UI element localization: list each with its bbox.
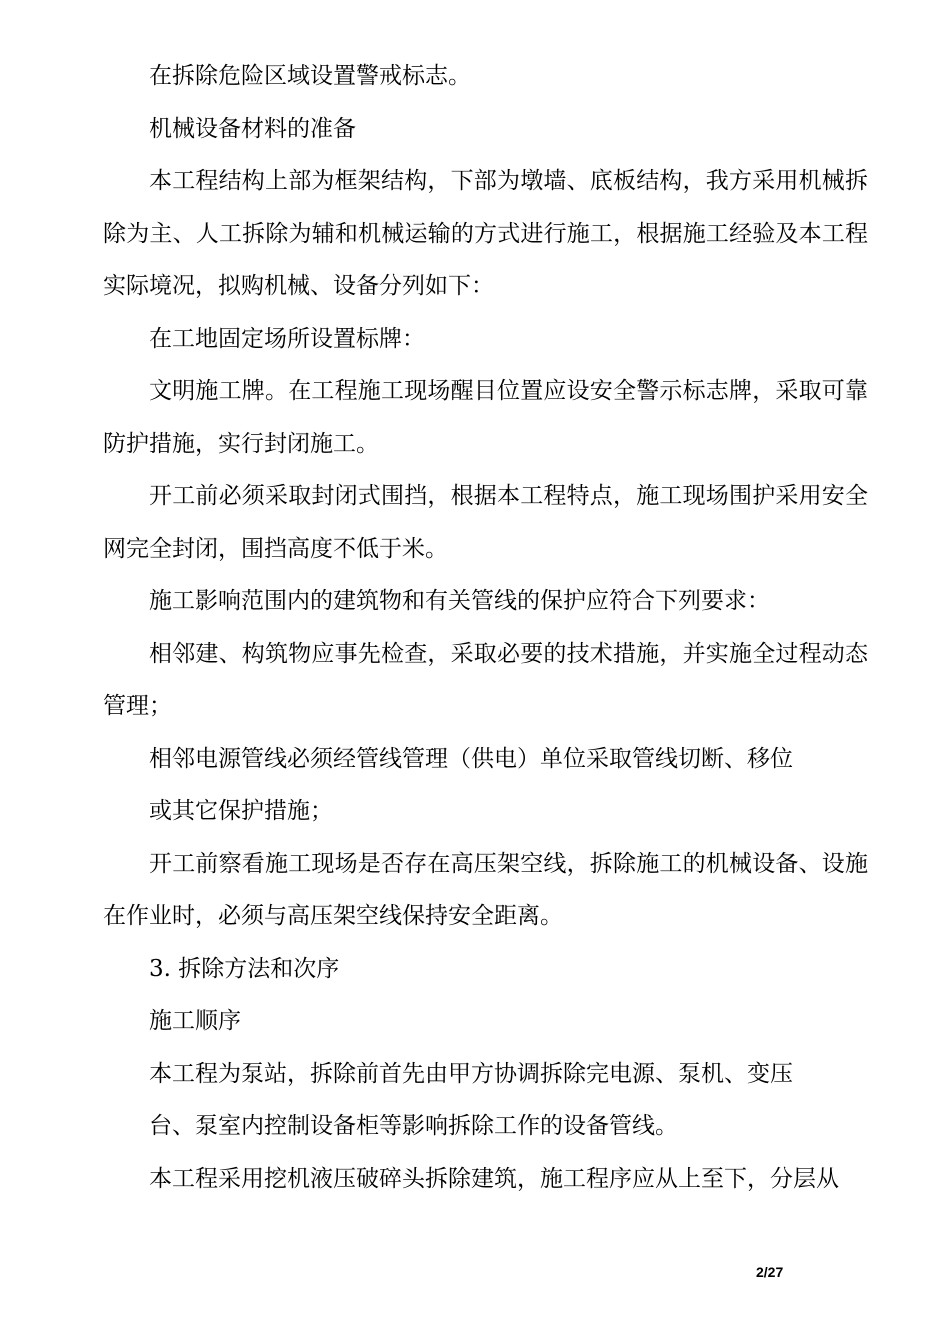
paragraph-14: 本工程为泵站，拆除前首先由甲方协调拆除完电源、泵机、变压 [149,1060,793,1087]
paragraph-6: 开工前必须采取封闭式围挡，根据本工程特点，施工现场围护采用安全网完全封闭，围挡高度不低于米。 [103,483,868,562]
paragraph-9: 相邻电源管线必须经管线管理（供电）单位采取管线切断、移位 [149,745,793,772]
paragraph-16: 本工程采用挖机液压破碎头拆除建筑，施工程序应从上至下，分层从 [149,1165,839,1192]
page-number: 2/27 [756,1264,784,1280]
paragraph-15: 台、泵室内控制设备柜等影响拆除工作的设备管线。 [149,1113,678,1139]
paragraph-5: 文明施工牌。在工程施工现场醒目位置应设安全警示标志牌，采取可靠防护措施，实行封闭施工。 [103,378,868,457]
paragraph-11: 开工前察看施工现场是否存在高压架空线，拆除施工的机械设备、设施在作业时，必须与高压架空线保持安全距离。 [103,850,868,929]
paragraph-1: 在拆除危险区域设置警戒标志。 [149,63,471,89]
paragraph-10: 或其它保护措施； [149,798,333,824]
document-body [103,50,868,1205]
paragraph-2: 机械设备材料的准备 [149,115,356,142]
section-heading: 3. 拆除方法和次序 [149,955,340,982]
paragraph-13: 施工顺序 [149,1008,241,1034]
paragraph-4: 在工地固定场所设置标牌： [149,325,425,352]
paragraph-3: 本工程结构上部为框架结构，下部为墩墙、底板结构，我方采用机械拆除为主、人工拆除为辅和机械运输的方式进行施工，根据施工经验及本工程实际境况，拟购机械、设备分列如下： [103,168,868,299]
paragraph-7: 施工影响范围内的建筑物和有关管线的保护应符合下列要求： [149,588,770,614]
paragraph-8: 相邻建、构筑物应事先检查，采取必要的技术措施，并实施全过程动态管理； [103,640,868,719]
